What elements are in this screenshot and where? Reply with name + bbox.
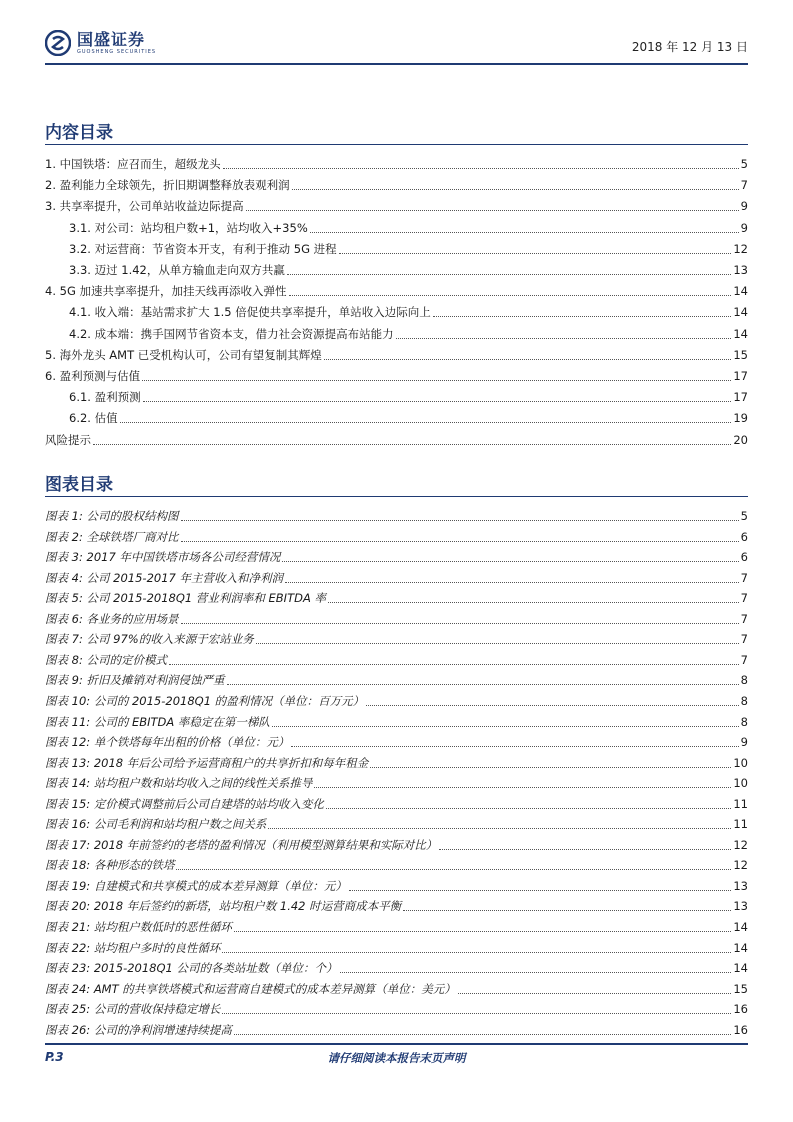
report-date: 2018 年 12 月 13 日 xyxy=(631,40,748,54)
figure-entry-row[interactable] xyxy=(45,914,748,935)
logo-english-name: GUOSHENG SECURITIES xyxy=(77,48,157,55)
figure-entry-row[interactable] xyxy=(45,1017,748,1038)
figure-entry-row[interactable] xyxy=(45,976,748,997)
contents-entry-row[interactable] xyxy=(45,215,748,236)
dot-leader xyxy=(256,642,739,644)
figure-entry-row[interactable] xyxy=(45,811,748,832)
figure-entry-page-number: 16 xyxy=(733,1022,748,1037)
figure-entry-row[interactable] xyxy=(45,996,748,1017)
figure-entry-row[interactable] xyxy=(45,955,748,976)
dot-leader xyxy=(292,188,739,190)
figure-entry-page-number: 14 xyxy=(733,920,748,934)
dot-leader xyxy=(268,827,731,829)
figure-entry-title: 图表 4: 公司 2015-2017 年主营收入和净利润 xyxy=(45,570,283,585)
contents-entry-page-number: 17 xyxy=(733,390,748,405)
contents-entry-page-number: 19 xyxy=(733,411,748,426)
contents-entry-title: 6.2. 估值 xyxy=(69,411,118,426)
company-logo xyxy=(45,26,156,60)
figure-entry-page-number: 12 xyxy=(733,858,748,873)
figure-entry-row[interactable] xyxy=(45,688,748,709)
page-number: P.3 xyxy=(45,1050,64,1064)
figure-entry-page-number: 16 xyxy=(733,1002,748,1017)
dot-leader xyxy=(93,443,731,445)
figure-entry-page-number: 8 xyxy=(740,693,748,708)
figure-entry-title: 图表 10: 公司的 2015-2018Q1 的盈利情况（单位：百万元） xyxy=(45,693,365,708)
figure-entry-page-number: 12 xyxy=(733,837,748,852)
figure-entry-row[interactable] xyxy=(45,606,748,627)
page-header xyxy=(45,26,748,64)
figure-entry-title: 图表 14: 站均租户数和站均收入之间的线性关系推导 xyxy=(45,776,313,791)
figure-entry-row[interactable] xyxy=(45,544,748,565)
dot-leader xyxy=(181,540,739,542)
figure-entry-title: 图表 1: 公司的股权结构图 xyxy=(45,509,179,523)
contents-entry-page-number: 13 xyxy=(733,263,748,277)
figure-entry-title: 图表 16: 公司毛利润和站均租户数之间关系 xyxy=(45,817,267,832)
figure-entry-title: 图表 15: 定价模式调整前后公司自建塔的站均收入变化 xyxy=(45,796,324,811)
figure-entry-title: 图表 20: 2018 年后签约的新塔，站均租户数 1.42 时运营商成本平衡 xyxy=(45,899,402,914)
dot-leader xyxy=(366,704,738,706)
contents-entry-row[interactable] xyxy=(45,405,748,426)
contents-entry-page-number: 9 xyxy=(740,220,748,235)
figure-entry-row[interactable] xyxy=(45,565,748,586)
figure-entry-title: 图表 6: 各业务的应用场景 xyxy=(45,611,179,626)
dot-leader xyxy=(143,400,732,402)
dot-leader xyxy=(314,786,731,788)
contents-entry-row[interactable] xyxy=(45,257,748,278)
figure-entry-row[interactable] xyxy=(45,729,748,750)
contents-entry-row[interactable] xyxy=(45,384,748,405)
figure-entry-row[interactable] xyxy=(45,585,748,606)
dot-leader xyxy=(223,167,739,169)
contents-entry-title: 4.1. 收入端：基站需求扩大 1.5 倍促使共享率提升，单站收入边际向上 xyxy=(69,305,431,320)
figure-entry-row[interactable] xyxy=(45,503,748,524)
figure-entry-title: 图表 17: 2018 年前签约的老塔的盈利情况（利用模型测算结果和实际对比） xyxy=(45,837,438,852)
figure-entry-title: 图表 21: 站均租户数低时的恶性循环 xyxy=(45,920,232,934)
figure-entry-row[interactable] xyxy=(45,832,748,853)
dot-leader xyxy=(340,971,732,973)
figure-entry-page-number: 15 xyxy=(733,981,748,996)
contents-entry-page-number: 17 xyxy=(733,369,748,383)
figure-entry-page-number: 11 xyxy=(733,817,748,832)
figure-entry-title: 图表 18: 各种形态的铁塔 xyxy=(45,858,175,873)
figure-entry-title: 图表 19: 自建模式和共享模式的成本差异测算（单位：元） xyxy=(45,878,347,893)
contents-entry-row[interactable] xyxy=(45,363,748,384)
dot-leader xyxy=(289,294,732,296)
contents-entry-page-number: 5 xyxy=(740,157,748,171)
dot-leader xyxy=(176,868,731,870)
figure-entry-page-number: 10 xyxy=(733,755,748,770)
dot-leader xyxy=(246,209,739,211)
dot-leader xyxy=(339,252,732,254)
guosheng-logo-icon xyxy=(45,30,71,56)
figure-entry-title: 图表 26: 公司的净利润增速持续提高 xyxy=(45,1022,232,1037)
figure-entry-page-number: 6 xyxy=(740,550,748,565)
figure-entry-page-number: 13 xyxy=(733,878,748,893)
dot-leader xyxy=(370,766,731,768)
figure-entry-row[interactable] xyxy=(45,852,748,873)
figure-entry-page-number: 7 xyxy=(740,632,748,647)
dot-leader xyxy=(439,848,731,850)
dot-leader xyxy=(120,421,732,423)
figure-entry-row[interactable] xyxy=(45,935,748,956)
contents-entry-row[interactable] xyxy=(45,299,748,320)
footer-disclaimer: 请仔细阅读本报告末页声明 xyxy=(327,1051,466,1065)
contents-entry-title: 3. 共享率提升，公司单站收益边际提高 xyxy=(45,199,244,214)
dot-leader xyxy=(324,358,732,360)
contents-entry-page-number: 14 xyxy=(733,305,748,320)
figure-entry-page-number: 7 xyxy=(740,591,748,606)
contents-entry-title: 5. 海外龙头 AMT 已受机构认可，公司有望复制其辉煌 xyxy=(45,347,322,362)
dot-leader xyxy=(458,992,732,994)
logo-chinese-name: 国盛证券 xyxy=(77,29,146,49)
contents-entry-row[interactable] xyxy=(45,151,748,172)
figure-entry-page-number: 5 xyxy=(740,509,748,523)
figure-entry-row[interactable] xyxy=(45,750,748,771)
figure-entry-row[interactable] xyxy=(45,893,748,914)
figure-entry-row[interactable] xyxy=(45,709,748,730)
figure-entry-page-number: 7 xyxy=(740,611,748,626)
dot-leader xyxy=(272,725,739,727)
figure-entry-page-number: 7 xyxy=(740,652,748,667)
contents-entry-row[interactable] xyxy=(45,236,748,257)
contents-entry-title: 4.2. 成本端：携手国网节省资本支，借力社会资源提高布站能力 xyxy=(69,326,394,341)
figure-entry-page-number: 13 xyxy=(733,899,748,914)
figure-entry-page-number: 10 xyxy=(733,776,748,791)
contents-entry-row[interactable] xyxy=(45,342,748,363)
dot-leader xyxy=(227,683,739,685)
figure-entry-row[interactable] xyxy=(45,647,748,668)
dot-leader xyxy=(282,560,738,562)
contents-entry-page-number: 15 xyxy=(733,347,748,362)
dot-leader xyxy=(222,951,731,953)
figure-entry-title: 图表 13: 2018 年后公司给予运营商租户的共享折扣和每年租金 xyxy=(45,755,369,770)
dot-leader xyxy=(310,231,739,233)
contents-entry-title: 1. 中国铁塔：应召而生，超级龙头 xyxy=(45,157,221,171)
figure-entry-title: 图表 22: 站均租户多时的良性循环 xyxy=(45,940,221,955)
dot-leader xyxy=(291,745,738,747)
figure-entry-page-number: 8 xyxy=(740,714,748,729)
contents-title-divider xyxy=(45,144,748,145)
header-divider xyxy=(45,63,748,65)
figure-entry-row[interactable] xyxy=(45,791,748,812)
dot-leader xyxy=(169,663,739,665)
figure-entry-row[interactable] xyxy=(45,770,748,791)
dot-leader xyxy=(433,315,732,317)
dot-leader xyxy=(328,601,739,603)
figures-title-divider xyxy=(45,496,748,497)
figure-entry-title: 图表 11: 公司的 EBITDA 率稳定在第一梯队 xyxy=(45,714,270,729)
contents-entry-title: 3.2. 对运营商：节省资本开支，有利于推动 5G 进程 xyxy=(69,241,337,256)
figure-entry-page-number: 11 xyxy=(733,796,748,811)
figure-entry-title: 图表 23: 2015-2018Q1 公司的各类站址数（单位：个） xyxy=(45,961,338,976)
figures-title: 图表目录 xyxy=(45,475,113,495)
figure-entry-title: 图表 7: 公司 97%的收入来源于宏站业务 xyxy=(45,632,254,647)
figure-entry-page-number: 7 xyxy=(740,570,748,585)
contents-entry-row[interactable] xyxy=(45,427,748,448)
figure-entry-title: 图表 25: 公司的营收保持稳定增长 xyxy=(45,1002,221,1017)
dot-leader xyxy=(349,889,732,891)
figure-entry-page-number: 6 xyxy=(740,529,748,544)
dot-leader xyxy=(326,807,732,809)
contents-entry-title: 风险提示 xyxy=(45,432,91,447)
dot-leader xyxy=(287,273,732,275)
contents-entry-page-number: 7 xyxy=(740,178,748,193)
dot-leader xyxy=(181,519,739,521)
figure-entry-title: 图表 9: 折旧及摊销对利润侵蚀严重 xyxy=(45,673,225,688)
figure-entry-page-number: 8 xyxy=(740,673,748,688)
contents-entry-title: 2. 盈利能力全球领先，折旧期调整释放表观利润 xyxy=(45,178,290,193)
contents-entry-title: 3.3. 迈过 1.42，从单方输血走向双方共赢 xyxy=(69,263,285,277)
dot-leader xyxy=(234,930,732,932)
figure-entry-page-number: 14 xyxy=(733,940,748,955)
contents-entry-page-number: 12 xyxy=(733,241,748,256)
contents-entry-page-number: 9 xyxy=(740,199,748,214)
figure-entry-title: 图表 3: 2017 年中国铁塔市场各公司经营情况 xyxy=(45,550,281,565)
contents-entry-row[interactable] xyxy=(45,172,748,193)
figure-entry-row[interactable] xyxy=(45,524,748,545)
dot-leader xyxy=(285,581,739,583)
figure-entry-title: 图表 5: 公司 2015-2018Q1 营业利润率和 EBITDA 率 xyxy=(45,591,326,606)
contents-entry-row[interactable] xyxy=(45,321,748,342)
footer-divider xyxy=(45,1043,748,1045)
dot-leader xyxy=(396,337,732,339)
contents-entry-title: 3.1. 对公司：站均租户数+1，站均收入+35% xyxy=(69,220,308,235)
contents-entry-page-number: 20 xyxy=(733,432,748,447)
figure-entry-page-number: 14 xyxy=(733,961,748,976)
dot-leader xyxy=(234,1033,732,1035)
figure-entry-row[interactable] xyxy=(45,626,748,647)
contents-entry-page-number: 14 xyxy=(733,284,748,299)
figure-entry-title: 图表 24: AMT 的共享铁塔模式和运营商自建模式的成本差异测算（单位：美元） xyxy=(45,981,456,996)
dot-leader xyxy=(222,1012,731,1014)
dot-leader xyxy=(403,909,731,911)
contents-title: 内容目录 xyxy=(45,123,113,143)
figure-entry-title: 图表 2: 全球铁塔厂商对比 xyxy=(45,529,179,544)
contents-entry-title: 6.1. 盈利预测 xyxy=(69,390,141,405)
contents-entry-title: 4. 5G 加速共享率提升，加挂天线再添收入弹性 xyxy=(45,284,287,299)
figure-entry-row[interactable] xyxy=(45,667,748,688)
contents-entry-row[interactable] xyxy=(45,193,748,214)
contents-entry-page-number: 14 xyxy=(733,326,748,341)
contents-entry-row[interactable] xyxy=(45,278,748,299)
dot-leader xyxy=(142,379,731,381)
dot-leader xyxy=(181,622,739,624)
figure-entry-title: 图表 8: 公司的定价模式 xyxy=(45,652,168,667)
figure-entry-title: 图表 12: 单个铁塔每年出租的价格（单位：元） xyxy=(45,735,290,750)
figure-entry-row[interactable] xyxy=(45,873,748,894)
contents-entry-title: 6. 盈利预测与估值 xyxy=(45,369,141,383)
figure-entry-page-number: 9 xyxy=(740,735,748,750)
